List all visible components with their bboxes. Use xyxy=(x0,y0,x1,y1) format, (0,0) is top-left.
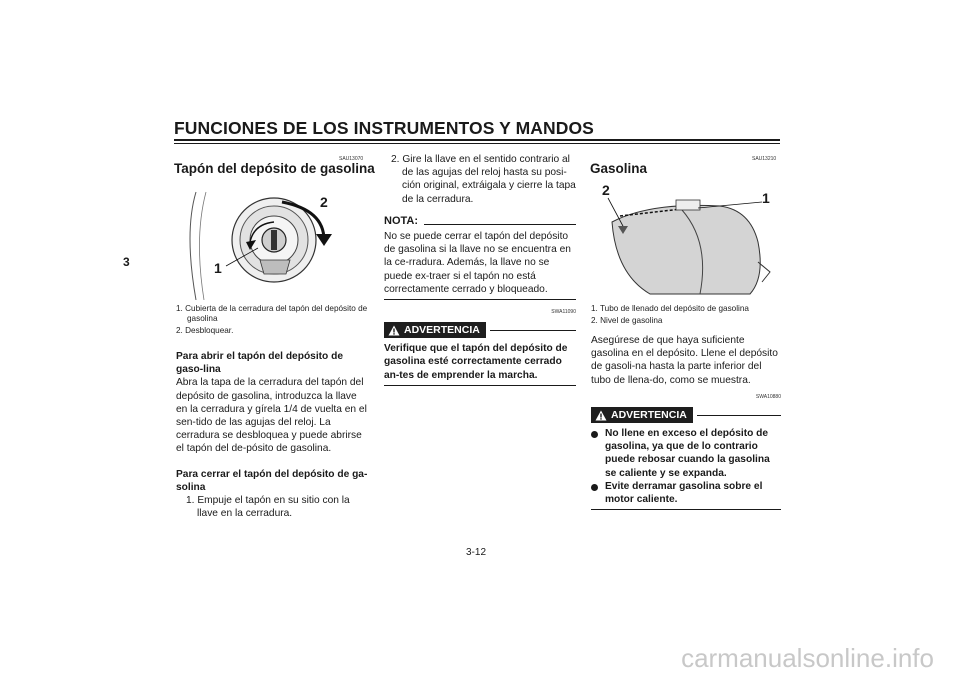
warning-header-rule xyxy=(697,415,781,416)
figure-callout-2: 2 xyxy=(320,194,328,210)
section-heading-fuel-cap: Tapón del depósito de gasolina xyxy=(174,161,375,176)
nota-rule xyxy=(424,224,576,225)
column-2 xyxy=(384,153,576,386)
figure-callout-1: 1 xyxy=(762,190,770,206)
warning-end-rule xyxy=(384,385,576,386)
warning-triangle-icon xyxy=(595,410,607,421)
nota-header xyxy=(384,215,576,228)
warning-label: ADVERTENCIA xyxy=(384,322,486,338)
warning-bullet-2: Evite derramar gasolina sobre el motor caliente. xyxy=(591,480,781,506)
warning-bullet-1: No llene en exceso el depósito de gasolina, ya que de lo contrario puede rebosar cuando la gasolina se caliente y se expanda. xyxy=(591,427,781,480)
fuel-tank-illustration xyxy=(590,182,780,300)
fuel-cap-figure xyxy=(174,182,368,300)
section-code: SAU13070 xyxy=(339,156,364,162)
figure-callout-1: 1 xyxy=(214,260,222,276)
page-header-title: FUNCIONES DE LOS INSTRUMENTOS Y MANDOS xyxy=(174,118,594,138)
header-rule xyxy=(174,139,780,141)
gasolina-text: Asegúrese de que haya suficiente gasolina en el depósito. Llene el depósito de gasoli-na hasta la parte inferior del tubo de llena-do, como se muestra. xyxy=(591,335,778,386)
open-text: Abra la tapa de la cerradura del tapón del depósito de gasolina, introduzca la llave en la cerradura y gírela 1/4 de vuelta en el sen-tido de las agujas del reloj. La cerradura se desbloquea y puede abrirse el tapón del de-pósito de gasolina. xyxy=(176,377,367,455)
close-title: Para cerrar el tapón del depósito de ga-solina xyxy=(176,468,368,493)
warning-header-rule xyxy=(490,330,576,331)
chapter-number: 3 xyxy=(123,255,130,269)
fuel-cap-captions xyxy=(176,304,368,336)
bullet-dot xyxy=(591,484,598,491)
nota-end-rule xyxy=(384,299,576,300)
caption-2: 2. Nivel de gasolina xyxy=(591,316,663,325)
caption-1: 1. Cubierta de la cerradura del tapón del depósito de gasolina xyxy=(176,304,368,323)
nota-text: No se puede cerrar el tapón del depósito de gasolina si la llave no se encuentra en la ce-rradura. Además, la llave no se puede ex-traer si el tapón no está correctamente cerrado y bloqueado. xyxy=(384,231,571,295)
warning-label: ADVERTENCIA xyxy=(591,407,693,423)
watermark: carmanualsonline.info xyxy=(681,643,934,673)
caption-1: 1. Tubo de llenado del depósito de gasolina xyxy=(591,304,749,313)
close-step-1: 1. Empuje el tapón en su sitio con la llave en la cerradura. xyxy=(186,495,350,520)
warning-code: SWA10880 xyxy=(755,393,781,400)
fuel-cap-illustration xyxy=(174,182,368,300)
column-3-body xyxy=(591,334,781,510)
caption-2: 2. Desbloquear. xyxy=(176,326,234,335)
figure-callout-2: 2 xyxy=(602,182,610,198)
section-heading-gasolina: Gasolina xyxy=(590,161,648,176)
header-rule-thin xyxy=(174,143,780,144)
warning-text: Verifique que el tapón del depósito de gasolina esté correctamente cerrado an-tes de emprender la marcha. xyxy=(384,343,568,381)
nota-label: NOTA: xyxy=(384,214,419,227)
warning-bullets xyxy=(591,427,781,506)
open-title: Para abrir el tapón del depósito de gaso-lina xyxy=(176,351,343,376)
close-step-2: 2. Gire la llave en el sentido contrario al de las agujas del reloj hasta su posi-ción original, extráigala y cierre la tapa de la cerradura. xyxy=(391,154,576,205)
section-code-gasolina: SAU13210 xyxy=(752,156,777,162)
warning-triangle-icon xyxy=(388,325,400,336)
warning-header xyxy=(591,406,781,424)
warning-code: SWA11090 xyxy=(551,309,576,316)
warning-end-rule xyxy=(591,509,781,510)
warning-header xyxy=(384,321,576,339)
fuel-tank-captions xyxy=(591,304,781,326)
page-number: 3-12 xyxy=(466,547,487,558)
bullet-dot xyxy=(591,431,598,438)
fuel-cap-instructions xyxy=(176,350,368,520)
fuel-tank-figure xyxy=(590,182,780,300)
